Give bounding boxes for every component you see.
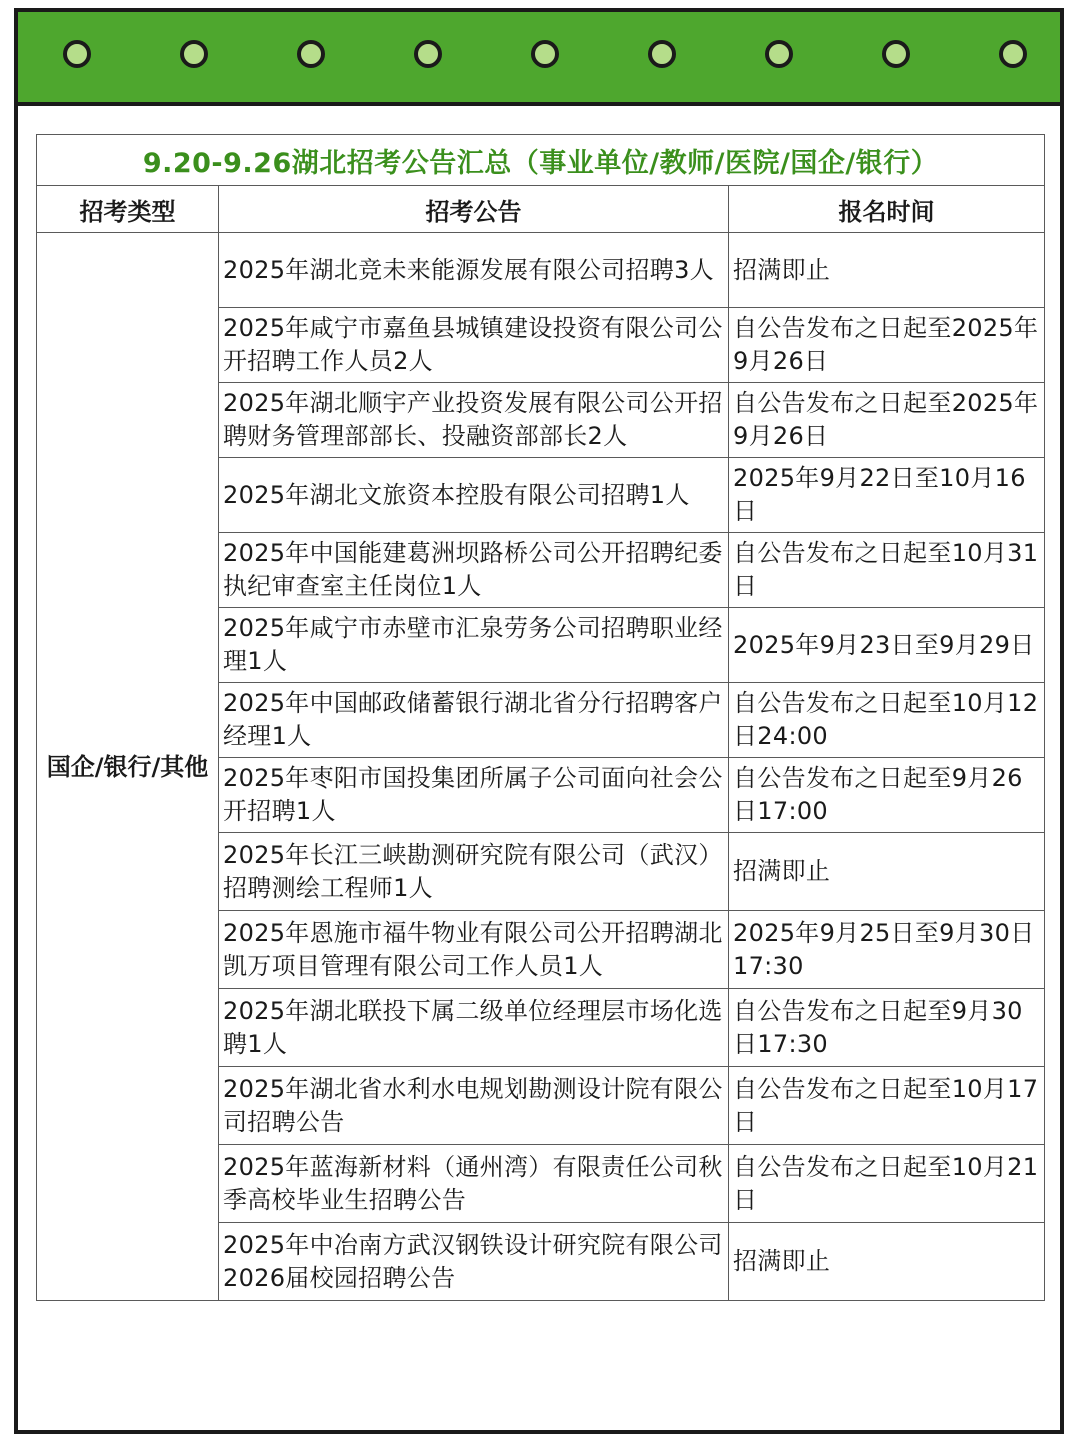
- time-cell: 2025年9月25日至9月30日17:30: [729, 911, 1045, 989]
- time-cell: 自公告发布之日起至9月30日17:30: [729, 989, 1045, 1067]
- notice-cell: 2025年枣阳市国投集团所属子公司面向社会公开招聘1人: [219, 758, 729, 833]
- binder-header: [18, 12, 1060, 106]
- table-title: 9.20-9.26湖北招考公告汇总（事业单位/教师/医院/国企/银行）: [37, 135, 1045, 186]
- time-cell: 2025年9月22日至10月16日: [729, 458, 1045, 533]
- header-row: [37, 186, 1045, 233]
- recruitment-table: [36, 134, 1045, 1301]
- binder-ring-icon: [531, 40, 559, 68]
- time-cell: 自公告发布之日起至9月26日17:00: [729, 758, 1045, 833]
- binder-ring-icon: [648, 40, 676, 68]
- time-cell: 自公告发布之日起至2025年9月26日: [729, 308, 1045, 383]
- category-cell: 国企/银行/其他: [37, 233, 219, 1301]
- time-cell: 招满即止: [729, 233, 1045, 308]
- binder-ring-icon: [180, 40, 208, 68]
- time-cell: 2025年9月23日至9月29日: [729, 608, 1045, 683]
- header-type: 招考类型: [37, 186, 219, 233]
- binder-ring-icon: [297, 40, 325, 68]
- notice-cell: 2025年湖北文旅资本控股有限公司招聘1人: [219, 458, 729, 533]
- notice-cell: 2025年咸宁市嘉鱼县城镇建设投资有限公司公开招聘工作人员2人: [219, 308, 729, 383]
- notice-cell: 2025年中冶南方武汉钢铁设计研究院有限公司2026届校园招聘公告: [219, 1223, 729, 1301]
- time-cell: 自公告发布之日起至10月21日: [729, 1145, 1045, 1223]
- notice-cell: 2025年湖北省水利水电规划勘测设计院有限公司招聘公告: [219, 1067, 729, 1145]
- time-cell: 自公告发布之日起至10月17日: [729, 1067, 1045, 1145]
- time-cell: 招满即止: [729, 1223, 1045, 1301]
- binder-ring-icon: [882, 40, 910, 68]
- notice-cell: 2025年蓝海新材料（通州湾）有限责任公司秋季高校毕业生招聘公告: [219, 1145, 729, 1223]
- header-notice: 招考公告: [219, 186, 729, 233]
- notice-cell: 2025年中国能建葛洲坝路桥公司公开招聘纪委执纪审查室主任岗位1人: [219, 533, 729, 608]
- time-cell: 自公告发布之日起至2025年9月26日: [729, 383, 1045, 458]
- binder-ring-icon: [765, 40, 793, 68]
- notice-cell: 2025年湖北顺宇产业投资发展有限公司公开招聘财务管理部部长、投融资部部长2人: [219, 383, 729, 458]
- binder-ring-icon: [63, 40, 91, 68]
- binder-ring-icon: [414, 40, 442, 68]
- notice-cell: 2025年恩施市福牛物业有限公司公开招聘湖北凯万项目管理有限公司工作人员1人: [219, 911, 729, 989]
- time-cell: 自公告发布之日起至10月31日: [729, 533, 1045, 608]
- header-time: 报名时间: [729, 186, 1045, 233]
- notice-cell: 2025年长江三峡勘测研究院有限公司（武汉）招聘测绘工程师1人: [219, 833, 729, 911]
- binder-ring-icon: [999, 40, 1027, 68]
- time-cell: 招满即止: [729, 833, 1045, 911]
- table-row: [37, 233, 1045, 308]
- time-cell: 自公告发布之日起至10月12日24:00: [729, 683, 1045, 758]
- notice-cell: 2025年湖北竞未来能源发展有限公司招聘3人: [219, 233, 729, 308]
- notice-cell: 2025年中国邮政储蓄银行湖北省分行招聘客户经理1人: [219, 683, 729, 758]
- notice-cell: 2025年湖北联投下属二级单位经理层市场化选聘1人: [219, 989, 729, 1067]
- notice-cell: 2025年咸宁市赤壁市汇泉劳务公司招聘职业经理1人: [219, 608, 729, 683]
